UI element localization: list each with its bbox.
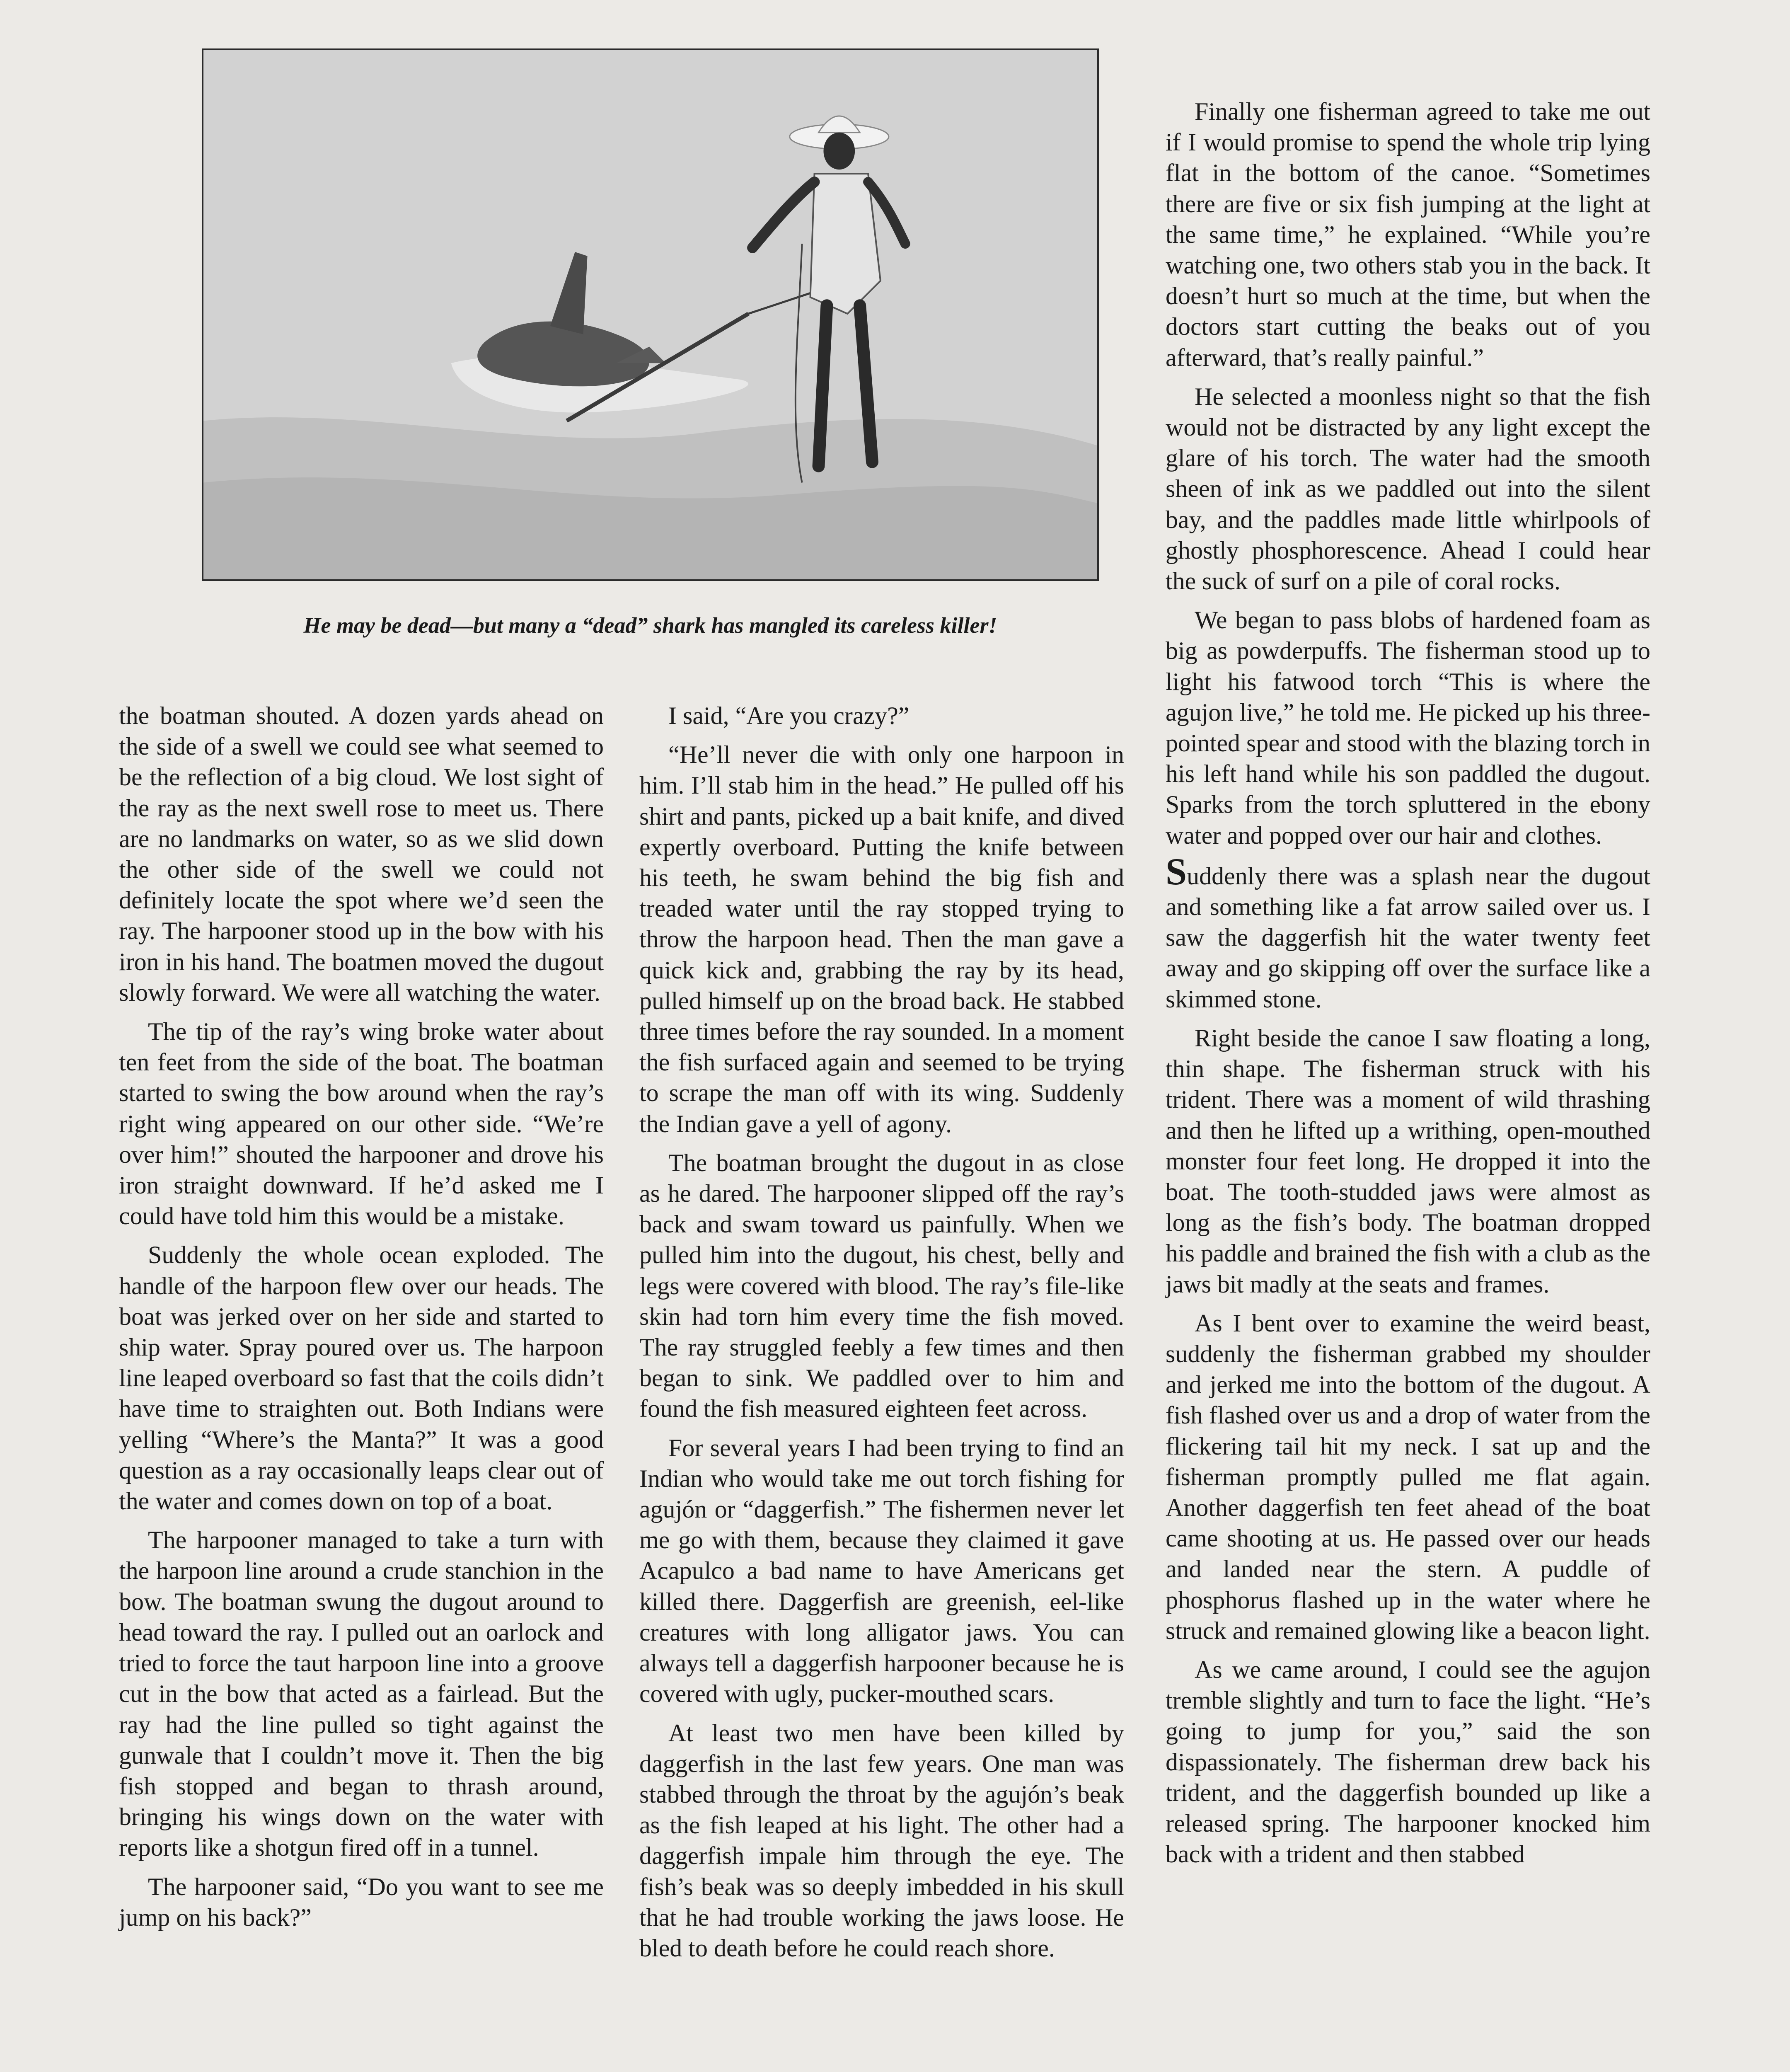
paragraph: He selected a moonless night so that the fish would not be distracted by any light except the glare of his torch. The water had the smooth sheen of ink as we paddled out into the silent bay, and the paddles made little whirlpools of ghostly phosphorescence. Ahead I could hear the suck of surf on a pile of coral rocks. [1166,382,1650,595]
paragraph: The harpooner said, “Do you want to see me jump on his back?” [119,1873,604,1931]
paragraph: I said, “Are you crazy?” [668,702,910,729]
paragraph: the boatman shouted. A dozen yards ahead on the side of a swell we could see what seemed to be the reflection of a big cloud. We lost sight of the ray as the next swell rose to meet us. There are no landmarks on water, so as we slid down the other side of the swell we could not definitely locate the spot where we’d seen the ray. The harpooner stood up in the bow with his iron in his hand. The boatmen moved the dugout slowly forward. We were all watching the water. [119,702,604,1006]
photo-caption: He may be dead—but many a “dead” shark has mangled its careless killer! [303,613,997,638]
paragraph: For several years I had been trying to find an Indian who would take me out torch fishing for agujón or “daggerfish.” The fishermen never let me go with them, because they claimed it gave Acapulco a bad name to have Americans get killed there. Daggerfish are greenish, eel-like creatures with long alligator jaws. You can always tell a daggerfish harpooner because he is covered with ugly, pucker-mouthed scars. [639,1434,1124,1708]
paragraph-text: uddenly there was a splash near the dugout and something like a fat arrow sailed over us. I saw the daggerfish hit the water twenty feet away and go skipping off over the surface like a skimmed stone. [1166,862,1650,1013]
paragraph: The harpooner managed to take a turn with the harpoon line around a crude stanchion in the bow. The boatman swung the dugout around to head toward the ray. I pulled out an oarlock and tried to force the taut harpoon line into a groove cut in the bow that acted as a fairlead. But the ray had the line pulled so tight against the gunwale that I couldn’t move it. Then the big fish stopped and began to thrash around, bringing his wings down on the water with reports like a shotgun fired off in a tunnel. [119,1526,604,1861]
paragraph: We began to pass blobs of hardened foam as big as powderpuffs. The fisherman stood up to light his fatwood torch “This is where the agujon live,” he told me. He picked up his three-pointed spear and stood with the blazing torch in his left hand while his son paddled the dugout. Sparks from the torch spluttered in the ebony water and popped over our hair and clothes. [1166,606,1650,849]
paragraph: “He’ll never die with only one harpoon in him. I’ll stab him in the head.” He pulled off his shirt and pants, picked up a bait knife, and dived expertly overboard. Putting the knife between his teeth, he swam behind the big fish and treaded water until the ray stopped trying to throw the harpoon head. Then the man gave a quick kick and, grabbing the ray by its head, pulled himself up on the broad back. He stabbed three times before the ray sounded. In a moment the fish surfaced again and seemed to be trying to scrape the man off with its wing. Suddenly the Indian gave a yell of agony. [639,741,1124,1138]
article-column-3 [1166,96,1650,1878]
fisherman-with-shark-photo-icon [203,50,1097,579]
paragraph: As I bent over to examine the weird beast, suddenly the fisherman grabbed my shoulder and jerked me into the bottom of the dugout. A fish flashed over us and a drop of water from the flickering tail hit my neck. I sat up and the fisherman promptly pulled me flat again. Another daggerfish ten feet ahead of the boat came shooting at us. He passed over our heads and landed near the stern. A puddle of phosphorus flashed up in the water where he struck and remained glowing like a beacon light. [1166,1309,1650,1644]
article-column-1 [119,700,604,1941]
paragraph: As we came around, I could see the agujon tremble slightly and turn to face the light. “He’s going to jump for you,” said the son dispassionately. The fisherman drew back his trident, and the daggerfish bounded up like a released spring. The harpooner knocked him back with a trident and then stabbed [1166,1656,1650,1868]
paragraph: The tip of the ray’s wing broke water about ten feet from the side of the boat. The boatman started to swing the bow around when the ray’s right wing appeared on our other side. “We’re over him!” shouted the harpooner and drove his iron straight downward. If he’d asked me I could have told him this would be a mistake. [119,1018,604,1230]
paragraph: Suddenly the whole ocean exploded. The handle of the harpoon flew over our heads. The boat was jerked over on her side and started to ship water. Spray poured over us. The harpoon line leaped overboard so fast that the coils didn’t have time to straighten out. Both Indians were yelling “Where’s the Manta?” It was a good question as a ray occasionally leaps clear out of the water and comes down on top of a boat. [119,1241,604,1515]
paragraph: The boatman brought the dugout in as close as he dared. The harpooner slipped off the ray’s back and swam toward us painfully. When we pulled him into the dugout, his chest, belly and legs were covered with blood. The ray’s file-like skin had torn him every time the fish moved. The ray struggled feebly a few times and then began to sink. We paddled over to him and found the fish measured eighteen feet across. [639,1149,1124,1423]
paragraph: At least two men have been killed by daggerfish in the last few years. One man was stabbed through the throat by the agujón’s beak as the fish leaped at his light. The other had a daggerfish impale him through the eye. The fish’s beak was so deeply imbedded in his skull that he had trouble working the jaws loose. He bled to death before he could reach shore. [639,1719,1124,1962]
article-column-2 [639,700,1124,1972]
paragraph: Finally one fisherman agreed to take me out if I would promise to spend the whole trip lying flat in the bottom of the canoe. “Sometimes there are five or six fish jumping at the light at the same time,” he explained. “While you’re watching one, two others stab you in the back. It doesn’t hurt so much at the time, but when the doctors start cutting the beaks out of you afterward, that’s really painful.” [1166,98,1650,371]
paragraph-dropcap [1166,850,1650,1014]
paragraph: Right beside the canoe I saw floating a long, thin shape. The fisherman struck with his trident. There was a moment of wild thrashing and then he lifted up a writhing, open-mouthed monster four feet long. He dropped it into the boat. The tooth-studded jaws were almost as long as the fish’s body. The boatman dropped his paddle and brained the fish with a club as the jaws bit madly at the seats and frames. [1166,1024,1650,1298]
fisherman-shark-photo [202,48,1099,581]
drop-cap: S [1166,850,1187,893]
